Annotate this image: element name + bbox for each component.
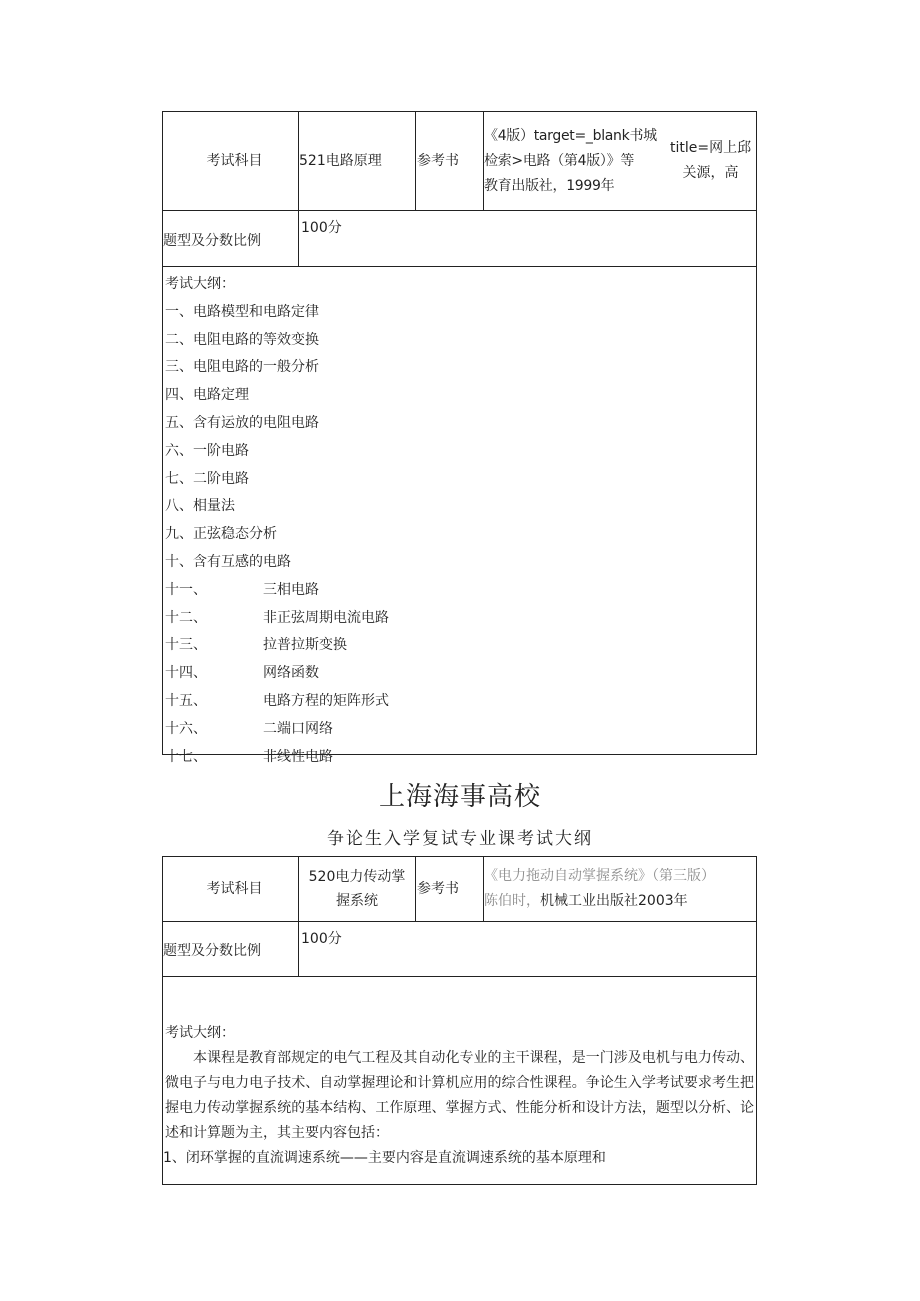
ref-book-edition: （第三版） (652, 868, 715, 884)
outline-item-text: 非线性电路 (263, 748, 333, 765)
outline-item (165, 327, 756, 355)
subject-value-cell (299, 112, 416, 210)
score-value-cell-2 (299, 922, 756, 976)
outline-item (165, 688, 756, 716)
subject-value-cell-2 (299, 857, 416, 921)
outline-item-text: 相量法 (193, 498, 235, 515)
outline-item (165, 660, 756, 688)
outline-list (165, 299, 756, 772)
outline-item-text: 正弦稳态分析 (193, 526, 277, 543)
subject-label-cell-2 (163, 857, 299, 921)
subject-label-cell (163, 112, 299, 210)
outline-item (165, 521, 756, 549)
outline-block (163, 267, 756, 765)
score-label-2: 题型及分数比例 (163, 943, 261, 959)
outline-item (165, 632, 756, 660)
score-row (163, 211, 756, 267)
outline-item-number: 十、 (165, 553, 193, 570)
score-value-cell (299, 211, 756, 266)
outline-item-text: 拉普拉斯变换 (263, 637, 347, 654)
outline-item-number: 十一、 (165, 581, 207, 598)
outline-item (165, 577, 756, 605)
outline-item-number: 四、 (165, 387, 193, 404)
outline-item-text: 二端口网络 (263, 720, 333, 737)
outline-item-text: 二阶电路 (193, 470, 249, 487)
ref-value-cell-2 (484, 857, 756, 921)
subject-value: 521电路原理 (299, 153, 382, 169)
outline-item-number: 十二、 (165, 609, 207, 626)
outline-item (165, 744, 756, 772)
score-value-2: 100分 (301, 931, 342, 947)
outline-item-number: 二、 (165, 331, 193, 348)
outline-item-text: 电路方程的矩阵形式 (263, 692, 389, 709)
ref-book-publisher: 机械工业出版社2003年 (540, 893, 688, 909)
outline-item (165, 438, 756, 466)
outline-item-number: 五、 (165, 414, 193, 431)
outline-item-text: 含有运放的电阻电路 (193, 414, 319, 431)
outline-item-number: 十六、 (165, 720, 207, 737)
outline-item (165, 493, 756, 521)
outline-item-number: 十七、 (165, 748, 207, 765)
outline-item-text: 电路定理 (193, 387, 249, 404)
outline-item (165, 299, 756, 327)
subject-value-2-line-1: 520电力传动掌 (308, 869, 406, 885)
outline-row-2 (163, 977, 756, 1184)
ref-label-cell-2 (416, 857, 484, 921)
outline-block-2 (163, 977, 756, 1184)
outline-item (165, 605, 756, 633)
score-label: 题型及分数比例 (163, 233, 261, 249)
subject-label: 考试科目 (206, 153, 263, 169)
outline-item-number: 三、 (165, 359, 193, 376)
score-label-cell-2 (163, 922, 299, 976)
ref-value-cell (484, 112, 756, 210)
outline-item-number: 十四、 (165, 665, 207, 682)
outline-item-number: 九、 (165, 526, 193, 543)
exam-table-521 (162, 111, 757, 765)
outline-item-text: 电路模型和电路定律 (193, 303, 319, 320)
outline-item-number: 六、 (165, 442, 193, 459)
score-label-cell (163, 211, 299, 266)
outline-item (165, 354, 756, 382)
ref-book-title: 《电力拖动自动掌握系统》 (484, 868, 652, 884)
outline-item (165, 382, 756, 410)
subject-row-2 (163, 857, 756, 922)
outline-title-2: 考试大纲： (165, 1025, 235, 1041)
outline-item-text: 一阶电路 (193, 442, 249, 459)
ref-line-1: 《4版）target=_blank书城 (484, 127, 657, 144)
outline-item-number: 七、 (165, 470, 193, 487)
outline-item (165, 410, 756, 438)
ref-book-author: 陈伯时， (484, 893, 540, 909)
outline-item-number: 一、 (165, 303, 193, 320)
outline-item (165, 716, 756, 744)
document-subtitle: 争论生入学复试专业课考试大纲 (327, 829, 593, 849)
ref-extra-line-2: 关源，高 (682, 165, 739, 181)
outline-item-text: 电阻电路的等效变换 (193, 331, 319, 348)
outline-item (165, 466, 756, 494)
outline-paragraph: 本课程是教育部规定的电气工程及其自动化专业的主干课程，是一门涉及电机与电力传动、微电子与电力电子技术、自动掌握理论和计算机应用的综合性课程。争论生入学考试要求考生把握电力传动掌握系统的基本结构、工作原理、掌握方式、性能分析和设计方法，题型以分析、论述和计算题为主，其主要内容包括： (165, 1050, 754, 1141)
subject-value-2-line-2: 握系统 (335, 893, 378, 909)
score-value: 100分 (301, 220, 342, 236)
outline-item-number: 十三、 (165, 637, 207, 654)
subject-row (163, 112, 756, 211)
ref-line-2: 检索>电路（第4版）》等 (484, 152, 635, 169)
outline-item-text: 网络函数 (263, 665, 319, 682)
outline-item-1: 1、闭环掌握的直流调速系统——主要内容是直流调速系统的基本原理和 (163, 1150, 606, 1166)
outline-item-text: 电阻电路的一般分析 (193, 359, 319, 376)
ref-label: 参考书 (417, 153, 459, 169)
outline-item-text: 非正弦周期电流电路 (263, 609, 389, 626)
subject-label-2: 考试科目 (206, 881, 263, 897)
outline-title: 考试大纲： (165, 276, 235, 292)
ref-label-cell (416, 112, 484, 210)
school-title: 上海海事高校 (378, 782, 541, 812)
outline-item-text: 三相电路 (263, 581, 319, 598)
outline-row (163, 267, 756, 765)
exam-table-520 (162, 856, 757, 1185)
outline-item-text: 含有互感的电路 (193, 553, 291, 570)
outline-item (165, 549, 756, 577)
ref-line-3: 教育出版社，1999年 (484, 177, 615, 194)
score-row-2 (163, 922, 756, 977)
outline-item-number: 八、 (165, 498, 193, 515)
ref-extra-line-1: title=网上邱 (670, 140, 752, 156)
ref-label-2: 参考书 (417, 881, 459, 897)
outline-item-number: 十五、 (165, 692, 207, 709)
